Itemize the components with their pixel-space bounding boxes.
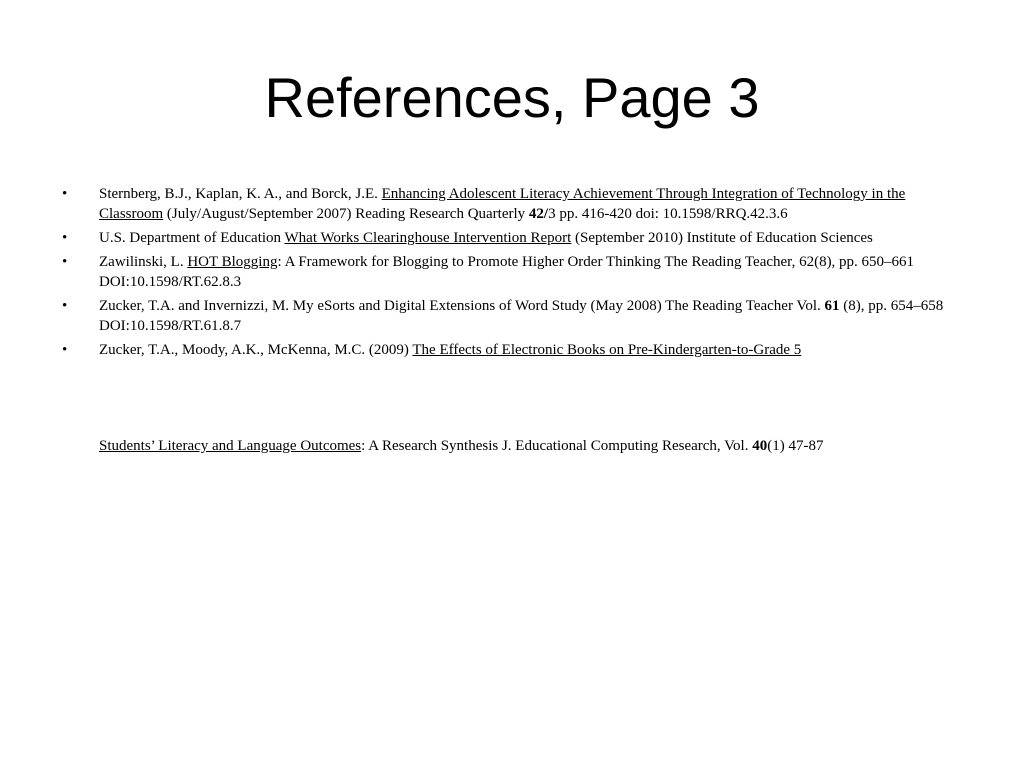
bullet: •	[62, 186, 68, 202]
reference-title-link[interactable]: What Works Clearinghouse Intervention Report	[284, 230, 572, 246]
reference-title-link-continued[interactable]: Students’ Literacy and Language Outcomes	[99, 438, 362, 454]
reference-authors: Sternberg, B.J., Kaplan, K. A., and Borck, J.E.	[99, 186, 382, 202]
reference-volume: 42/	[528, 206, 549, 222]
reference-authors: Zawilinski, L.	[99, 254, 188, 270]
reference-source: (July/August/September 2007) Reading Research Quarterly	[163, 206, 529, 222]
reference-title-link[interactable]: Enhancing Adolescent Literacy Achievement Through Integration of Technology in the Classroom	[99, 186, 906, 222]
reference-item	[62, 184, 952, 224]
reference-list	[62, 184, 952, 364]
reference-item	[62, 296, 952, 336]
reference-source: : A Research Synthesis J. Educational Computing Research, Vol.	[361, 438, 753, 454]
reference-authors: U.S. Department of Education	[99, 230, 285, 246]
bullet: •	[62, 254, 68, 270]
reference-pages: (1) 47-87	[767, 438, 824, 454]
reference-volume: 40	[752, 438, 768, 454]
reference-item	[62, 340, 952, 360]
reference-item	[62, 252, 952, 292]
bullet: •	[62, 298, 68, 314]
reference-title-link[interactable]: The Effects of Electronic Books on Pre-Kindergarten-to-Grade 5	[412, 342, 802, 358]
reference-authors: Zucker, T.A., Moody, A.K., McKenna, M.C. (2009)	[99, 342, 413, 358]
reference-continuation	[62, 436, 952, 456]
reference-pages-doi: 3 pp. 416-420 doi: 10.1598/RRQ.42.3.6	[548, 206, 788, 222]
reference-title-link[interactable]: HOT Blogging	[187, 254, 278, 270]
reference-source: (September 2010) Institute of Education Sciences	[571, 230, 873, 246]
reference-volume: 61	[824, 298, 840, 314]
reference-source: : A Framework for Blogging to Promote Higher Order Thinking The Reading Teacher, 62(8), pp. 650–661 DOI:10.1598/RT.62.8.3	[99, 254, 915, 290]
reference-authors: Zucker, T.A. and Invernizzi, M. My eSorts and Digital Extensions of Word Study (May 2008) The Reading Teacher Vol.	[99, 298, 825, 314]
reference-pages-doi: (8), pp. 654–658 DOI:10.1598/RT.61.8.7	[99, 298, 944, 334]
slide-title: References, Page 3	[264, 66, 760, 129]
bullet: •	[62, 230, 68, 246]
bullet: •	[62, 342, 68, 358]
reference-item	[62, 228, 952, 248]
